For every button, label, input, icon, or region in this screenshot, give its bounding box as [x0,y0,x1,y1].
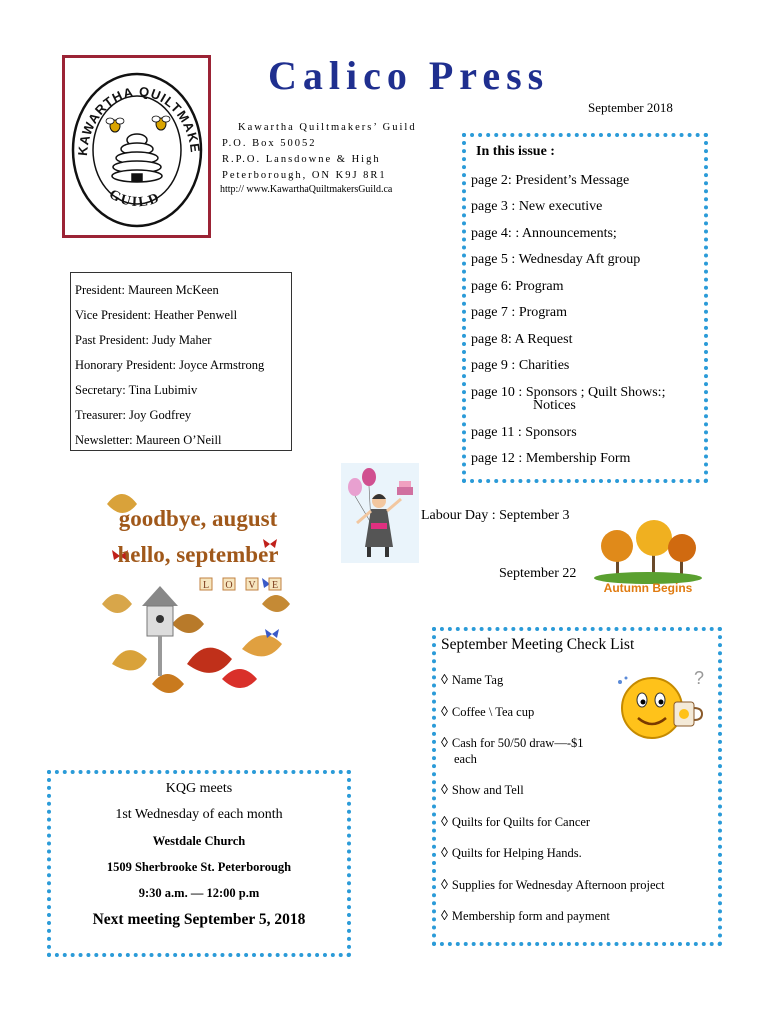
birdhouse-icon [142,586,178,676]
checklist-item: ◊ Coffee \ Tea cup [441,705,535,720]
question-mark-icon: ? [694,668,705,688]
kqg-time: 9:30 a.m. — 12:00 p.m [138,886,260,900]
bee-icon [106,118,124,132]
september-22-event: September 22 [499,566,577,581]
officer-treasurer: Treasurer: Joy Godfrey [75,408,192,422]
diamond-bullet-icon: ◊ [441,846,448,861]
smiley-coffee-image [612,664,710,750]
diamond-bullet-icon: ◊ [441,705,448,720]
checklist-item: ◊ Membership form and payment [441,909,610,924]
autumn-tree-icon [594,520,702,584]
checklist-item-continued: each [454,752,477,766]
kqg-meets: KQG meets [165,781,233,796]
bee-icon [152,116,170,130]
guild-po-box: P.O. Box 50052 [222,138,317,149]
officer-honorary-president: Honorary President: Joyce Armstrong [75,358,265,372]
issue-item: page 11 : Sponsors [471,425,577,440]
checklist-item: ◊ Supplies for Wednesday Afternoon project [441,878,665,893]
issue-item: page 5 : Wednesday Aft group [471,252,641,267]
kqg-venue: Westdale Church [152,834,246,848]
love-letter: O [225,580,233,591]
hello-september-text: hello, september [117,542,279,567]
guild-logo-icon [65,58,208,235]
beehive-icon [112,134,162,182]
diamond-bullet-icon: ◊ [441,783,448,798]
checklist-item: ◊ Quilts for Helping Hands. [441,846,582,861]
officer-president: President: Maureen McKeen [75,283,219,297]
sparkle-icon [618,677,628,685]
logo-text-top: KAWARTHA QUILTMAKE [74,83,203,157]
svg-text:GUILD [106,187,163,210]
issue-item: page 3 : New executive [471,199,603,214]
kqg-schedule: 1st Wednesday of each month [115,807,283,822]
logo-text-bottom: GUILD [106,187,164,211]
kqg-address: 1509 Sherbrooke St. Peterborough [106,860,292,874]
cake-icon [397,481,413,495]
guild-website-link[interactable]: http:// www.KawarthaQuiltmakersGuild.ca [220,184,393,195]
newsletter-title: Calico Press [268,53,550,98]
celebration-lady-image [341,463,419,563]
checklist-item: ◊ Cash for 50/50 draw—-$1 [441,736,584,751]
issue-item: page 12 : Membership Form [471,451,631,466]
diamond-bullet-icon: ◊ [441,815,448,830]
guild-name: Kawartha Quiltmakers’ Guild [238,122,417,133]
issue-item: page 4: : Announcements; [471,226,617,241]
checklist-item: ◊ Quilts for Quilts for Cancer [441,815,591,830]
issue-item: page 9 : Charities [471,358,570,373]
autumn-begins-image [592,516,704,596]
guild-logo [62,55,211,238]
love-letter: V [248,580,256,591]
issue-date: September 2018 [588,100,673,115]
autumn-begins-text: Autumn Begins [603,581,693,595]
love-letter: E [271,580,279,591]
goodbye-august-image [92,484,304,702]
checklist-item: ◊ Name Tag [441,673,504,688]
next-meeting: Next meeting September 5, 2018 [92,911,306,928]
officer-newsletter: Newsletter: Maureen O’Neill [75,433,222,447]
officer-secretary: Secretary: Tina Lubimiv [75,383,198,397]
love-letter: L [202,580,210,591]
guild-rpo: R.P.O. Lansdowne & High [222,154,381,165]
officer-past-president: Past President: Judy Maher [75,333,212,347]
guild-city: Peterborough, ON K9J 8R1 [222,170,387,181]
officer-vice-president: Vice President: Heather Penwell [75,308,238,322]
goodbye-august-text: goodbye, august [118,506,278,531]
diamond-bullet-icon: ◊ [441,673,448,688]
issue-item: page 7 : Program [471,305,568,320]
diamond-bullet-icon: ◊ [441,878,448,893]
issue-item-continued: Notices [533,398,576,413]
checklist-title: September Meeting Check List [441,636,635,653]
in-this-issue-heading: In this issue : [476,144,555,159]
smiley-face-icon [622,678,682,738]
issue-item: page 8: A Request [471,332,573,347]
diamond-bullet-icon: ◊ [441,736,448,751]
issue-item: page 10 : Sponsors ; Quilt Shows:; [471,385,666,400]
issue-item: page 2: President’s Message [471,173,630,188]
checklist-item: ◊ Show and Tell [441,783,524,798]
coffee-mug-icon [674,702,702,726]
labour-day-event: Labour Day : September 3 [421,508,570,523]
diamond-bullet-icon: ◊ [441,909,448,924]
issue-item: page 6: Program [471,279,564,294]
